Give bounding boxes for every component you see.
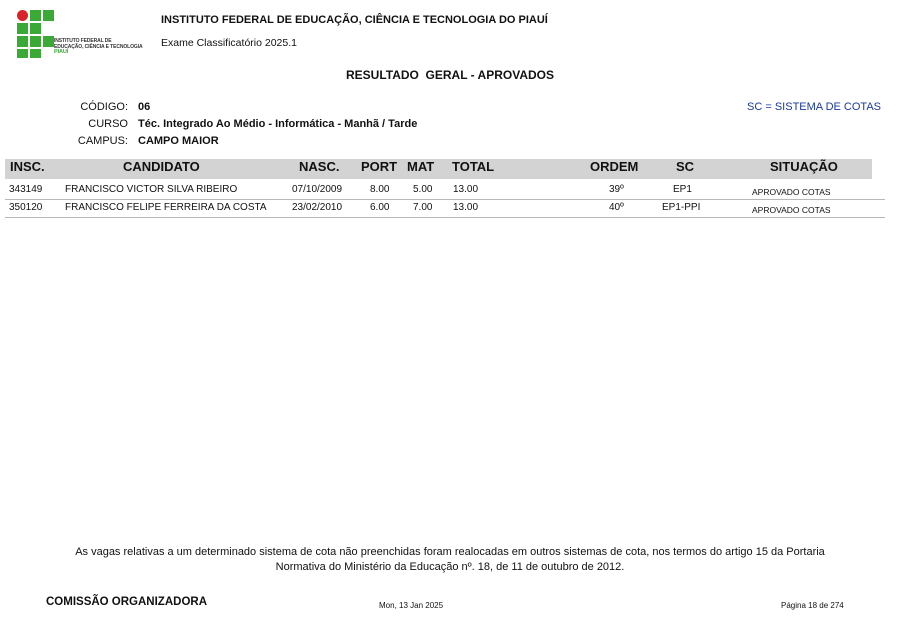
header-insc: INSC. bbox=[10, 159, 45, 174]
header-nasc: NASC. bbox=[299, 159, 340, 174]
quota-system-legend: SC = SISTEMA DE COTAS bbox=[747, 101, 881, 113]
cell-total: 13.00 bbox=[453, 184, 479, 195]
note-line-2: Normativa do Ministério da Educação nº. 18, de 11 de outubro de 2012. bbox=[275, 561, 625, 573]
logo-grid-icon bbox=[17, 10, 54, 58]
campus-value: CAMPO MAIOR bbox=[138, 135, 219, 147]
header-port: PORT bbox=[361, 159, 398, 174]
course-name-value: Téc. Integrado Ao Médio - Informática - Manhã / Tarde bbox=[138, 118, 418, 130]
header-total: TOTAL bbox=[452, 159, 495, 174]
cell-nasc: 23/02/2010 bbox=[292, 202, 343, 213]
logo-wordmark bbox=[54, 39, 143, 56]
print-date: Mon, 13 Jan 2025 bbox=[379, 601, 444, 610]
cell-port: 6.00 bbox=[370, 202, 390, 213]
course-name-label: CURSO bbox=[88, 118, 128, 130]
cell-port: 8.00 bbox=[370, 184, 390, 195]
course-code-row bbox=[0, 101, 150, 113]
logo-text-line2: EDUCAÇÃO, CIÊNCIA E TECNOLOGIA bbox=[54, 43, 143, 50]
organizing-committee: COMISSÃO ORGANIZADORA bbox=[46, 596, 207, 608]
cell-insc: 343149 bbox=[9, 184, 43, 195]
institution-name: INSTITUTO FEDERAL DE EDUCAÇÃO, CIÊNCIA E TECNOLOGIA DO PIAUÍ bbox=[161, 14, 548, 26]
header-candidato: CANDIDATO bbox=[123, 159, 200, 174]
cell-total: 13.00 bbox=[453, 202, 479, 213]
logo-text-line3: PIAUÍ bbox=[54, 49, 69, 55]
table-header bbox=[5, 159, 872, 179]
header-situacao: SITUAÇÃO bbox=[770, 159, 838, 174]
course-name-row bbox=[0, 118, 417, 130]
header-mat: MAT bbox=[407, 159, 435, 174]
quota-reallocation-note bbox=[0, 545, 900, 575]
cell-mat: 5.00 bbox=[413, 184, 433, 195]
cell-situacao: APROVADO COTAS bbox=[752, 187, 831, 197]
cell-insc: 350120 bbox=[9, 202, 43, 213]
cell-sc: EP1 bbox=[673, 184, 692, 195]
cell-sc: EP1-PPI bbox=[662, 202, 701, 213]
table-row bbox=[5, 199, 885, 218]
cell-ordem: 40º bbox=[609, 202, 624, 213]
note-line-1: As vagas relativas a um determinado sistema de cota não preenchidas foram realocadas em outros sistemas de cota, nos termos do artigo 15 da Portaria bbox=[75, 546, 825, 558]
cell-ordem: 39º bbox=[609, 184, 624, 195]
page-number: Página 18 de 274 bbox=[781, 601, 844, 610]
cell-mat: 7.00 bbox=[413, 202, 433, 213]
course-code-label: CÓDIGO: bbox=[80, 101, 128, 113]
campus-label: CAMPUS: bbox=[77, 135, 128, 147]
campus-row bbox=[0, 135, 219, 147]
cell-candidato: FRANCISCO FELIPE FERREIRA DA COSTA bbox=[65, 202, 267, 213]
institution-logo bbox=[17, 10, 157, 60]
cell-situacao: APROVADO COTAS bbox=[752, 205, 831, 215]
cell-candidato: FRANCISCO VICTOR SILVA RIBEIRO bbox=[65, 184, 238, 195]
header-ordem: ORDEM bbox=[590, 159, 639, 174]
header-sc: SC bbox=[676, 159, 695, 174]
exam-name: Exame Classificatório 2025.1 bbox=[161, 37, 297, 49]
table-row bbox=[5, 181, 885, 200]
report-title: RESULTADO GERAL - APROVADOS bbox=[345, 68, 554, 82]
course-code-value: 06 bbox=[138, 101, 151, 113]
cell-nasc: 07/10/2009 bbox=[292, 184, 343, 195]
logo-text-line1: INSTITUTO FEDERAL DE bbox=[54, 38, 112, 44]
